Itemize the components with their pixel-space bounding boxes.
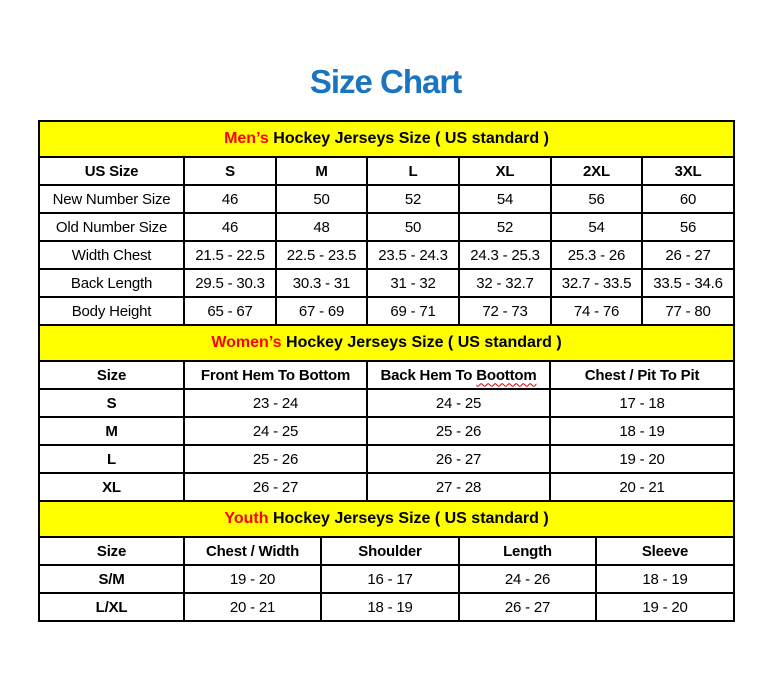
size-value: 72 - 73	[459, 297, 551, 325]
size-value: 32 - 32.7	[459, 269, 551, 297]
youth-section-name-highlight: Youth	[224, 510, 269, 527]
size-value: 27 - 28	[367, 473, 550, 501]
row-label: M	[39, 417, 184, 445]
column-header: L	[367, 157, 459, 185]
size-value: 23.5 - 24.3	[367, 241, 459, 269]
table-row	[39, 389, 734, 417]
column-header: 2XL	[551, 157, 642, 185]
column-header: Length	[459, 537, 596, 565]
womens-section-title-rest: Hockey Jerseys Size ( US standard )	[281, 334, 562, 351]
table-row	[39, 445, 734, 473]
size-value: 60	[642, 185, 734, 213]
row-label: S/M	[39, 565, 184, 593]
size-value: 65 - 67	[184, 297, 276, 325]
mens-section-title	[39, 121, 734, 157]
size-value: 33.5 - 34.6	[642, 269, 734, 297]
size-value: 20 - 21	[184, 593, 321, 621]
mens-size-table	[38, 120, 735, 326]
size-value: 18 - 19	[596, 565, 734, 593]
womens-section-header-row	[39, 325, 734, 361]
column-header: Chest / Width	[184, 537, 321, 565]
youth-section-title	[39, 501, 734, 537]
row-label: S	[39, 389, 184, 417]
size-value: 30.3 - 31	[276, 269, 367, 297]
size-value: 54	[551, 213, 642, 241]
size-value: 23 - 24	[184, 389, 367, 417]
size-chart-page	[38, 0, 733, 622]
youth-section-title-rest: Hockey Jerseys Size ( US standard )	[268, 510, 549, 527]
mens-column-header-row	[39, 157, 734, 185]
mens-section-name-highlight: Men’s	[224, 130, 269, 147]
column-header: US Size	[39, 157, 184, 185]
table-row	[39, 185, 734, 213]
size-value: 29.5 - 30.3	[184, 269, 276, 297]
size-value: 24 - 26	[459, 565, 596, 593]
row-label: Old Number Size	[39, 213, 184, 241]
size-value: 46	[184, 185, 276, 213]
size-value: 17 - 18	[550, 389, 734, 417]
table-row	[39, 269, 734, 297]
size-value: 26 - 27	[367, 445, 550, 473]
size-value: 25.3 - 26	[551, 241, 642, 269]
row-label: Width Chest	[39, 241, 184, 269]
table-row	[39, 417, 734, 445]
column-header: Size	[39, 361, 184, 389]
size-value: 54	[459, 185, 551, 213]
table-row	[39, 565, 734, 593]
table-row	[39, 241, 734, 269]
size-value: 21.5 - 22.5	[184, 241, 276, 269]
womens-section-name-highlight: Women’s	[211, 334, 282, 351]
column-header: Chest / Pit To Pit	[550, 361, 734, 389]
row-label: XL	[39, 473, 184, 501]
size-tables-container	[38, 120, 733, 622]
column-header: Size	[39, 537, 184, 565]
column-header: XL	[459, 157, 551, 185]
size-value: 18 - 19	[321, 593, 459, 621]
size-value: 22.5 - 23.5	[276, 241, 367, 269]
size-value: 31 - 32	[367, 269, 459, 297]
table-row	[39, 213, 734, 241]
row-label: Back Length	[39, 269, 184, 297]
womens-size-table	[38, 324, 735, 502]
row-label: L	[39, 445, 184, 473]
youth-section-header-row	[39, 501, 734, 537]
womens-column-header-row	[39, 361, 734, 389]
column-header: Shoulder	[321, 537, 459, 565]
size-value: 56	[642, 213, 734, 241]
row-label: L/XL	[39, 593, 184, 621]
youth-column-header-row	[39, 537, 734, 565]
size-value: 19 - 20	[184, 565, 321, 593]
mens-section-header-row	[39, 121, 734, 157]
size-value: 69 - 71	[367, 297, 459, 325]
size-value: 16 - 17	[321, 565, 459, 593]
page-title: Size Chart	[309, 63, 462, 100]
row-label: Body Height	[39, 297, 184, 325]
size-value: 46	[184, 213, 276, 241]
size-value: 56	[551, 185, 642, 213]
misspelled-word: Boottom	[476, 366, 537, 384]
size-value: 52	[459, 213, 551, 241]
column-header: M	[276, 157, 367, 185]
size-value: 18 - 19	[550, 417, 734, 445]
size-value: 52	[367, 185, 459, 213]
size-value: 19 - 20	[596, 593, 734, 621]
size-value: 25 - 26	[184, 445, 367, 473]
table-row	[39, 473, 734, 501]
column-header: Front Hem To Bottom	[184, 361, 367, 389]
size-value: 24 - 25	[184, 417, 367, 445]
size-value: 26 - 27	[459, 593, 596, 621]
size-value: 19 - 20	[550, 445, 734, 473]
size-value: 50	[276, 185, 367, 213]
size-value: 24 - 25	[367, 389, 550, 417]
size-value: 20 - 21	[550, 473, 734, 501]
womens-section-title	[39, 325, 734, 361]
size-value: 24.3 - 25.3	[459, 241, 551, 269]
column-header: Sleeve	[596, 537, 734, 565]
size-value: 50	[367, 213, 459, 241]
table-row	[39, 593, 734, 621]
size-value: 77 - 80	[642, 297, 734, 325]
size-value: 32.7 - 33.5	[551, 269, 642, 297]
mens-section-title-rest: Hockey Jerseys Size ( US standard )	[268, 130, 549, 147]
row-label: New Number Size	[39, 185, 184, 213]
size-value: 26 - 27	[642, 241, 734, 269]
table-row	[39, 297, 734, 325]
column-header: Back Hem To Boottom	[367, 361, 550, 389]
size-value: 25 - 26	[367, 417, 550, 445]
size-value: 74 - 76	[551, 297, 642, 325]
youth-size-table	[38, 500, 735, 622]
column-header: S	[184, 157, 276, 185]
size-value: 26 - 27	[184, 473, 367, 501]
size-value: 67 - 69	[276, 297, 367, 325]
size-value: 48	[276, 213, 367, 241]
column-header: 3XL	[642, 157, 734, 185]
